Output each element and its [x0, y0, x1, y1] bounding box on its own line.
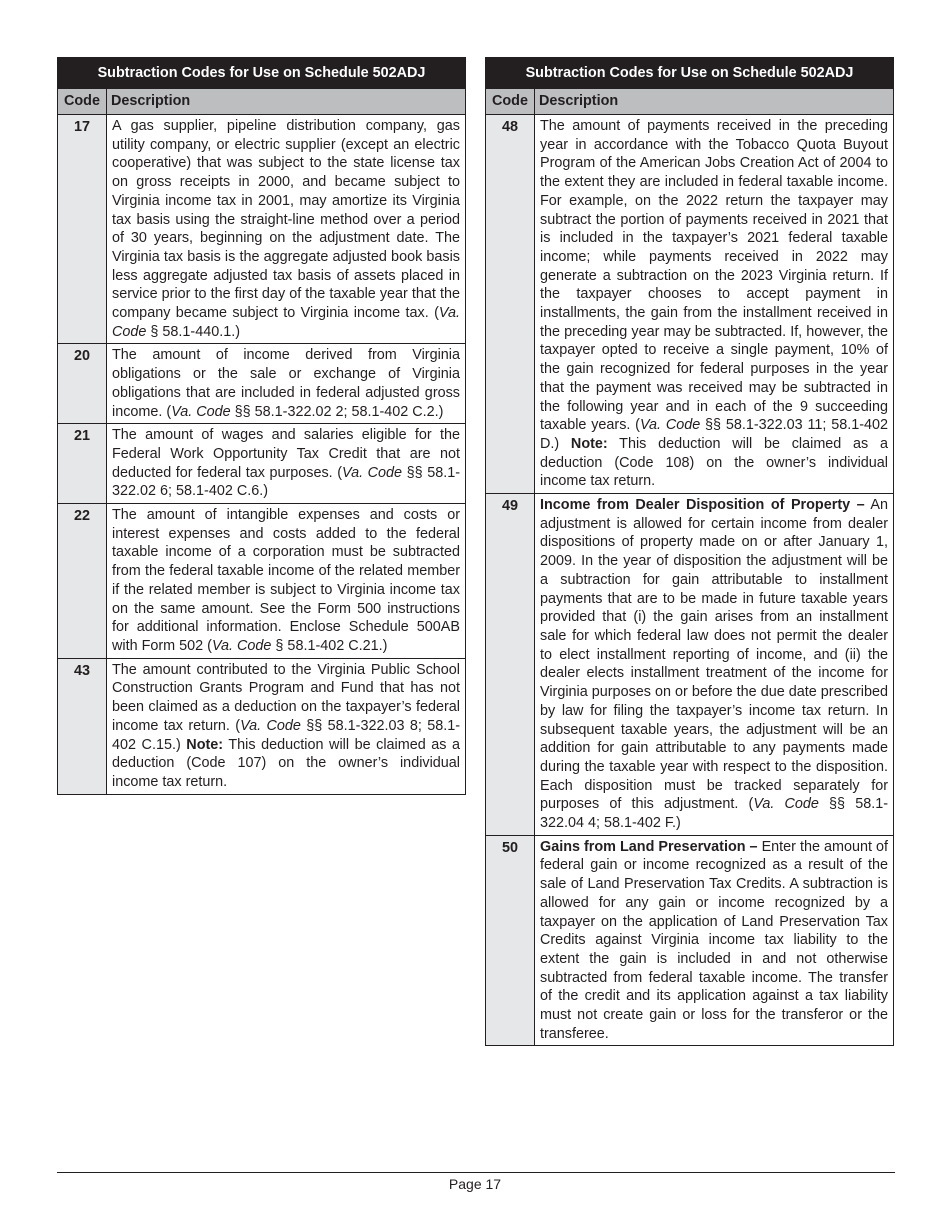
description-cell: The amount of income derived from Virginia obligations or the sale or exchange of Virginia obligations that are included in federal adjusted gross income. (Va. Code §§ 58.1-322.02 2; 58.1-402 C.2.) — [107, 344, 466, 424]
table-row — [58, 344, 466, 424]
code-cell: 49 — [486, 494, 535, 836]
description-cell: Gains from Land Preservation – Enter the amount of federal gain or income recognized as a result of the sale of Land Preservation Tax Credits. A subtraction is allowed for any gain or income recognized by a taxpayer on the application of Land Preservation Tax Credits against Virginia income tax liability to the extent the gain is included in and not otherwise subtracted from federal taxable income. The transfer of the credit and its application against a tax liability must not create gain or loss for the transferor or the transferee. — [535, 835, 894, 1046]
table-row — [58, 424, 466, 504]
code-cell: 22 — [58, 504, 107, 659]
code-cell: 20 — [58, 344, 107, 424]
code-cell: 48 — [486, 115, 535, 494]
table-row — [486, 494, 894, 836]
description-cell: The amount of payments received in the preceding year in accordance with the Tobacco Quota Buyout Program of the American Jobs Creation Act of 2004 to the extent they are included in federal taxable income. For example, on the 2022 return the taxpayer may subtract the portion of payments received in 2021 that is included in the taxpayer’s 2021 federal taxable income; while payments received in 2022 may generate a subtraction on the 2023 Virginia return. If the taxpayer chooses to accept payment in installments, the gain from the installment received in the preceding year may be subtracted. If, however, the taxpayer opted to receive a single payment, 10% of the gain recognized for federal purposes in the year that the payment was received may be subtracted in the following year and in each of the 9 succeeding taxable years. (Va. Code §§ 58.1-322.03 11; 58.1-402 D.) Note: This deduction will be claimed as a deduction (Code 108) on the owner’s individual income tax return. — [535, 115, 894, 494]
column-header-code: Code — [486, 89, 535, 115]
page-number: Page 17 — [448, 1176, 502, 1192]
description-cell: The amount of intangible expenses and costs or interest expenses and costs added to the federal taxable income of a corporation must be subtracted from the federal taxable income of the related member if the related member is subject to Virginia income tax on the same amount. See the Form 500 instructions for additional information. Enclose Schedule 500AB with Form 502 (Va. Code § 58.1-402 C.21.) — [107, 504, 466, 659]
code-cell: 21 — [58, 424, 107, 504]
table-title: Subtraction Codes for Use on Schedule 502ADJ — [58, 58, 466, 89]
table-row — [58, 504, 466, 659]
table-title: Subtraction Codes for Use on Schedule 502ADJ — [486, 58, 894, 89]
subtraction-codes-table-left — [57, 57, 466, 795]
table-row — [486, 835, 894, 1046]
column-header-description: Description — [535, 89, 894, 115]
code-cell: 43 — [58, 658, 107, 794]
description-cell: The amount contributed to the Virginia Public School Construction Grants Program and Fund that has not been claimed as a deduction on the taxpayer’s federal income tax return. (Va. Code §§ 58.1-322.03 8; 58.1-402 C.15.) Note: This deduction will be claimed as a deduction (Code 107) on the owner’s individual income tax return. — [107, 658, 466, 794]
code-cell: 50 — [486, 835, 535, 1046]
code-cell: 17 — [58, 115, 107, 344]
footer-divider — [57, 1172, 895, 1173]
description-cell: Income from Dealer Disposition of Property – An adjustment is allowed for certain income from dealer dispositions of property made on or after January 1, 2009. In the year of disposition the adjustment will be a subtraction for gain attributable to installment payments that are to be made in future taxable years provided that (i) the gain arises from an installment sale for which federal law does not permit the dealer to elect installment reporting of income, and (ii) the dealer elects installment treatment of the income for Virginia purposes on or before the due date prescribed by law for filing the taxpayer’s income tax return. In subsequent taxable years, the adjustment will be an addition for gain attributable to any payments made during the taxable year with respect to the disposition. Each disposition must be tracked separately for purposes of this adjustment. (Va. Code §§ 58.1-322.04 4; 58.1-402 F.) — [535, 494, 894, 836]
table-row — [58, 658, 466, 794]
description-cell: A gas supplier, pipeline distribution company, gas utility company, or electric supplier (except an electric cooperative) that was subject to the state license tax on gross receipts in 2000, and became subject to Virginia income tax in 2001, may amortize its Virginia tax basis using the straight-line method over a period of 30 years, beginning on the adjustment date. The Virginia tax basis is the aggregate adjusted book basis less aggregate adjusted tax basis of assets placed in service prior to the first day of the taxable year that the company became subject to Virginia income tax. (Va. Code § 58.1-440.1.) — [107, 115, 466, 344]
column-header-description: Description — [107, 89, 466, 115]
table-row — [486, 115, 894, 494]
column-header-code: Code — [58, 89, 107, 115]
table-row — [58, 115, 466, 344]
description-cell: The amount of wages and salaries eligible for the Federal Work Opportunity Tax Credit that are not deducted for federal tax purposes. (Va. Code §§ 58.1-322.02 6; 58.1-402 C.6.) — [107, 424, 466, 504]
subtraction-codes-table-right — [485, 57, 894, 1046]
